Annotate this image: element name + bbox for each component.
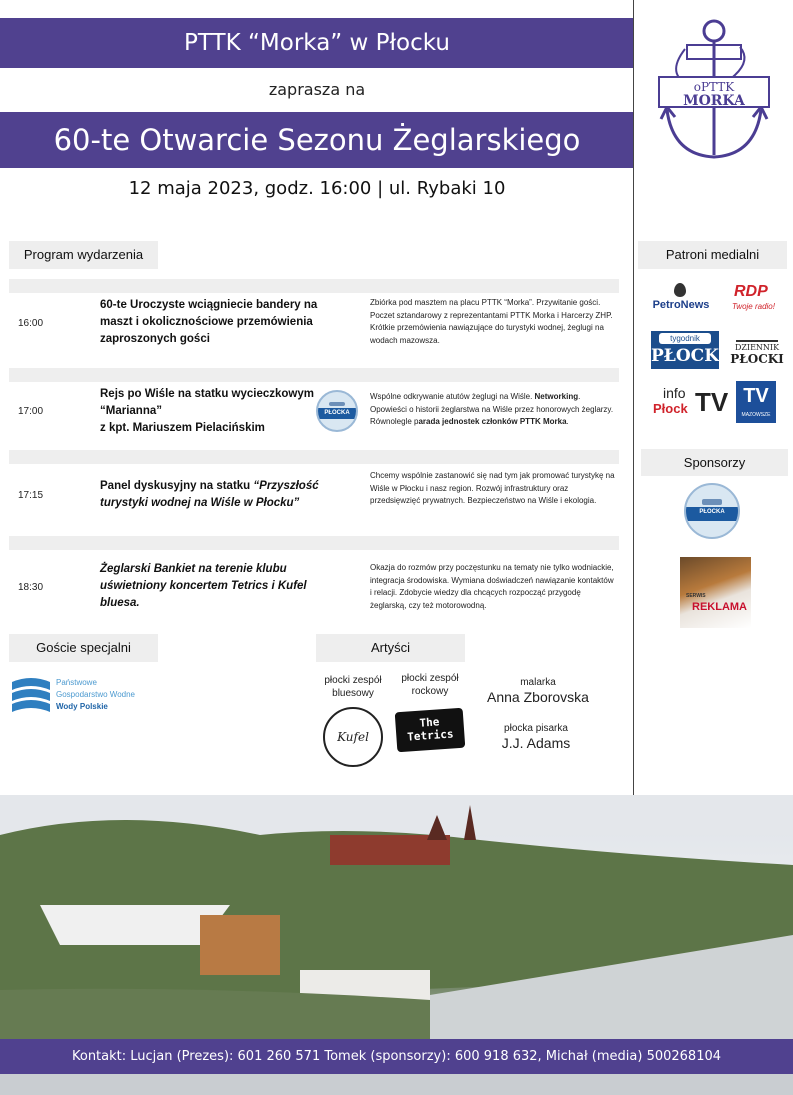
tygodnik-main: PŁOCKI: [651, 346, 727, 366]
wody-line: Wody Polskie: [56, 702, 108, 711]
dziennik-main: PŁOCKI: [730, 352, 784, 366]
tygodnik-plocki-logo: [651, 331, 727, 369]
event-title-banner: [0, 112, 634, 168]
ship-logo-label: PŁOCKA: [318, 408, 356, 419]
organizer-title: PTTK “Morka” w Płocku: [184, 30, 450, 56]
rdp-text: RDP: [734, 283, 768, 300]
rdp-logo: [728, 281, 784, 315]
dziennik-ornament: [736, 332, 778, 342]
petronews-logo: [650, 283, 712, 317]
program-title: 60-te Uroczyste wciągniecie bandery na maszt i okolicznościowe przemówienia zaproszonych gości: [100, 299, 318, 345]
contact-footer: [0, 1039, 793, 1074]
program-time: 18:30: [18, 582, 44, 593]
artists-heading: Artyści: [316, 634, 465, 662]
program-title-line: Rejs po Wiśle na statku wycieczkowym “Marianna”: [100, 388, 315, 417]
dziennik-plocki-logo: [726, 332, 788, 370]
reklama-text: REKLAMA: [692, 601, 747, 613]
program-time: 17:15: [18, 490, 44, 501]
ship-logo-label: PŁOCKA: [686, 507, 738, 522]
program-separator: [9, 368, 619, 382]
program-desc: Okazja do rozmów przy poczęstunku na tematy nie tylko wodniackie, integracja środowiska. Wymiana doświadczeń nawiązanie kontaktów i relacji. Zdobycie wiedzy dla chcących rozpocząć przygodę żeglarską, czy też motorowodną.: [370, 563, 614, 610]
sponsors-heading: Sponsorzy: [641, 449, 788, 476]
reklama-small: SERWIS: [686, 593, 706, 599]
kufel-logo-text: Kufel: [337, 730, 369, 744]
desc-text: . Opowieści o historii żeglarstwa na Wiśle przez honorowych żeglarzy. Równolegle p: [370, 392, 614, 426]
guests-heading: Goście specjalni: [9, 634, 158, 662]
petronews-text: PetroNews: [652, 299, 710, 311]
event-title: 60-te Otwarcie Sezonu Żeglarskiego: [53, 123, 581, 157]
tetrics-logo: [395, 708, 466, 753]
writer-role: płocka pisarka: [504, 723, 568, 734]
tygodnik-top: tygodnik: [659, 333, 711, 344]
column-divider: [633, 0, 634, 795]
infoplock-tv-logo: [651, 385, 729, 419]
desc-bold: Networking: [534, 392, 579, 401]
dziennik-top: DZIENNIK: [734, 343, 780, 352]
painter-name: Anna Zborovska: [487, 689, 589, 705]
program-title: [100, 478, 322, 512]
program-time: 17:00: [18, 406, 44, 417]
statek-plocka-logo: [316, 390, 358, 432]
desc-text: .: [566, 417, 569, 426]
program-desc: Chcemy wspólnie zastanowić się nad tym jak promować turystykę na Wiśle w Płocku i nasz region. Rozwój infrastruktury oraz przedsięwzięć prywatnych. Bezpieczeństwo na Wiśle i ekologia.: [370, 471, 615, 505]
rdp-slogan: Twoje radio!: [732, 302, 775, 311]
contact-text: Kontakt: Lucjan (Prezes): 601 260 571 Tomek (sponsorzy): 600 918 632, Michał (media) 500268104: [71, 1049, 722, 1064]
desc-text: Wspólne odkrywanie atutów żeglugi na Wiśle.: [370, 392, 535, 401]
wody-line: Państwowe: [56, 678, 97, 687]
reklama-logo: [680, 557, 751, 628]
desc-bold: arada jednostek członków PTTK Morka: [418, 417, 567, 426]
tvm-text: TV: [743, 385, 769, 407]
title-italic: “Przyszłość turystyki wodnej na Wiśle w Płocku”: [100, 480, 319, 509]
ship-icon: [702, 499, 723, 505]
writer-name: J.J. Adams: [501, 735, 571, 751]
program-title: Żeglarski Bankiet na terenie klubu uświetniony koncertem Tetrics i Kufel bluesa.: [100, 563, 307, 609]
organizer-banner: [0, 18, 634, 68]
tvp-mazowsze-logo: [736, 381, 776, 423]
painter-role: malarka: [520, 677, 556, 688]
drop-icon: [674, 283, 686, 297]
kufel-logo: [323, 707, 383, 767]
program-separator: [9, 279, 619, 293]
logo-line2: MORKA: [683, 93, 745, 109]
band1-label: płocki zespół bluesowy: [324, 675, 382, 699]
invite-text: zaprasza na: [268, 80, 366, 99]
sponsor-statek-logo: [684, 483, 740, 539]
program-title: [100, 386, 315, 437]
tvm-sub: MAZOWSZE: [741, 412, 771, 418]
program-separator: [9, 536, 619, 550]
title-plain: Panel dyskusyjny na statku: [100, 480, 254, 492]
logo-line1: oPTTK: [693, 80, 735, 94]
waves-icon: [10, 676, 52, 716]
tetrics-logo-text: The Tetrics: [406, 715, 454, 744]
band2-label: płocki zespół rockowy: [401, 673, 459, 697]
program-desc: [370, 391, 616, 429]
morka-logo: [655, 15, 773, 170]
wody-line: Gospodarstwo Wodne: [56, 690, 136, 699]
program-separator: [9, 450, 619, 464]
wody-polskie-logo: [10, 676, 160, 718]
ship-icon: [329, 402, 344, 407]
program-time: 16:00: [18, 318, 44, 329]
program-title-line: z kpt. Mariuszem Pielacińskim: [100, 422, 265, 434]
program-desc: Zbiórka pod masztem na placu PTTK “Morka”. Przywitanie gości. Poczet sztandarowy z reprezentantami PTTK Morka i Harcerzy ZHP. Krótkie przemówienia nawiązujące do turystyki wodnej, żeglugi na wodach mazowsza.: [370, 298, 613, 345]
tv-text: TV: [695, 387, 729, 417]
plock-text: Płock: [653, 401, 688, 416]
program-heading: Program wydarzenia: [9, 241, 158, 269]
media-heading: Patroni medialni: [638, 241, 787, 269]
info-text: info: [663, 385, 686, 401]
anchor-icon: [655, 15, 773, 170]
date-place: 12 maja 2023, godz. 16:00 | ul. Rybaki 10: [128, 178, 506, 199]
